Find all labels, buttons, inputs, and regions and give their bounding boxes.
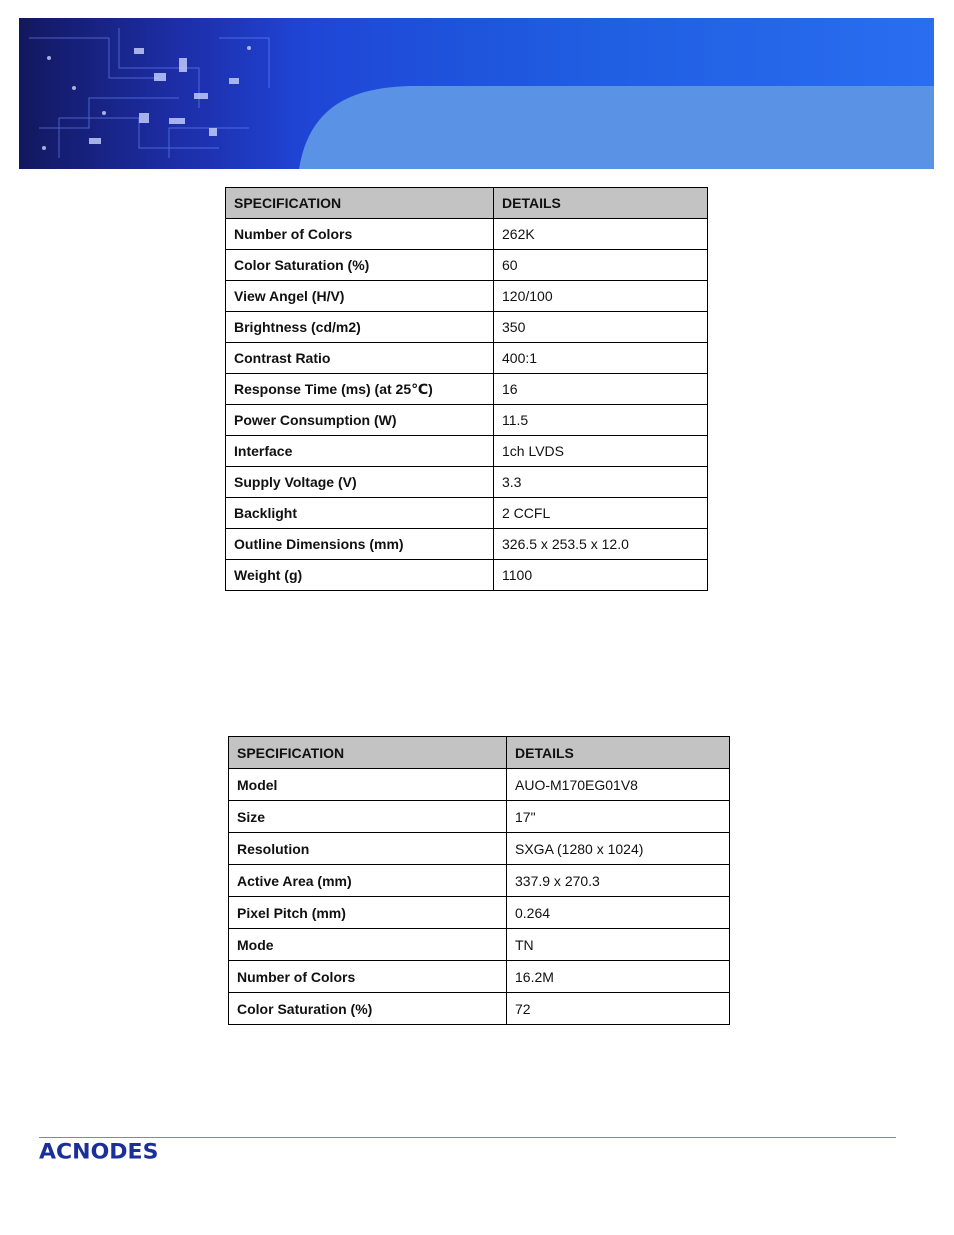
table-row — [226, 529, 708, 560]
spec-name: Mode — [229, 929, 507, 961]
spec-name: View Angel (H/V) — [226, 281, 494, 312]
spec-value: 262K — [494, 219, 708, 250]
spec-value: 120/100 — [494, 281, 708, 312]
table-row — [229, 801, 730, 833]
table-row — [226, 436, 708, 467]
spec-name: Interface — [226, 436, 494, 467]
spec-table-2 — [228, 736, 730, 1025]
table-row — [226, 498, 708, 529]
spec-name: Power Consumption (W) — [226, 405, 494, 436]
table-row — [226, 405, 708, 436]
spec-name: Model — [229, 769, 507, 801]
spec-name: Number of Colors — [226, 219, 494, 250]
spec-value: 2 CCFL — [494, 498, 708, 529]
spec-value: 60 — [494, 250, 708, 281]
spec-value: 16 — [494, 374, 708, 405]
header-cell: SPECIFICATION — [226, 188, 494, 219]
spec-name: Active Area (mm) — [229, 865, 507, 897]
spec-value: 17" — [507, 801, 730, 833]
table-header-row — [229, 737, 730, 769]
spec-value: 3.3 — [494, 467, 708, 498]
spec-name: Response Time (ms) (at 25℃) — [226, 374, 494, 405]
table-row — [226, 560, 708, 591]
table-row — [226, 281, 708, 312]
table-row — [229, 897, 730, 929]
acnodes-logo: ACNODES — [39, 1140, 159, 1165]
spec-name: Pixel Pitch (mm) — [229, 897, 507, 929]
table-header-row — [226, 188, 708, 219]
spec-value: 1ch LVDS — [494, 436, 708, 467]
spec-value: SXGA (1280 x 1024) — [507, 833, 730, 865]
table-row — [229, 865, 730, 897]
spec-name: Color Saturation (%) — [226, 250, 494, 281]
spec-value: 400:1 — [494, 343, 708, 374]
spec-name: Resolution — [229, 833, 507, 865]
spec-value: 0.264 — [507, 897, 730, 929]
table-row — [229, 769, 730, 801]
spec-table-1 — [225, 187, 708, 591]
spec-name: Contrast Ratio — [226, 343, 494, 374]
spec-name: Brightness (cd/m2) — [226, 312, 494, 343]
circuit-board-image — [19, 18, 934, 169]
table-row — [229, 993, 730, 1025]
table-row — [229, 961, 730, 993]
spec-name: Color Saturation (%) — [229, 993, 507, 1025]
header-cell: SPECIFICATION — [229, 737, 507, 769]
spec-name: Supply Voltage (V) — [226, 467, 494, 498]
spec-value: 337.9 x 270.3 — [507, 865, 730, 897]
header-banner — [19, 18, 934, 169]
spec-value: 11.5 — [494, 405, 708, 436]
table-row — [226, 250, 708, 281]
table-row — [226, 219, 708, 250]
spec-value: 72 — [507, 993, 730, 1025]
spec-name: Number of Colors — [229, 961, 507, 993]
spec-name: Size — [229, 801, 507, 833]
spec-name: Backlight — [226, 498, 494, 529]
table-row — [229, 929, 730, 961]
spec-value: 326.5 x 253.5 x 12.0 — [494, 529, 708, 560]
spec-value: AUO-M170EG01V8 — [507, 769, 730, 801]
spec-name: Weight (g) — [226, 560, 494, 591]
spec-value: 350 — [494, 312, 708, 343]
spec-value: TN — [507, 929, 730, 961]
header-cell: DETAILS — [494, 188, 708, 219]
spec-value: 1100 — [494, 560, 708, 591]
spec-name: Outline Dimensions (mm) — [226, 529, 494, 560]
footer-rule — [39, 1137, 896, 1138]
table-row — [226, 343, 708, 374]
table-row — [229, 833, 730, 865]
header-cell: DETAILS — [507, 737, 730, 769]
spec-value: 16.2M — [507, 961, 730, 993]
table-row — [226, 312, 708, 343]
table-row — [226, 374, 708, 405]
table-row — [226, 467, 708, 498]
